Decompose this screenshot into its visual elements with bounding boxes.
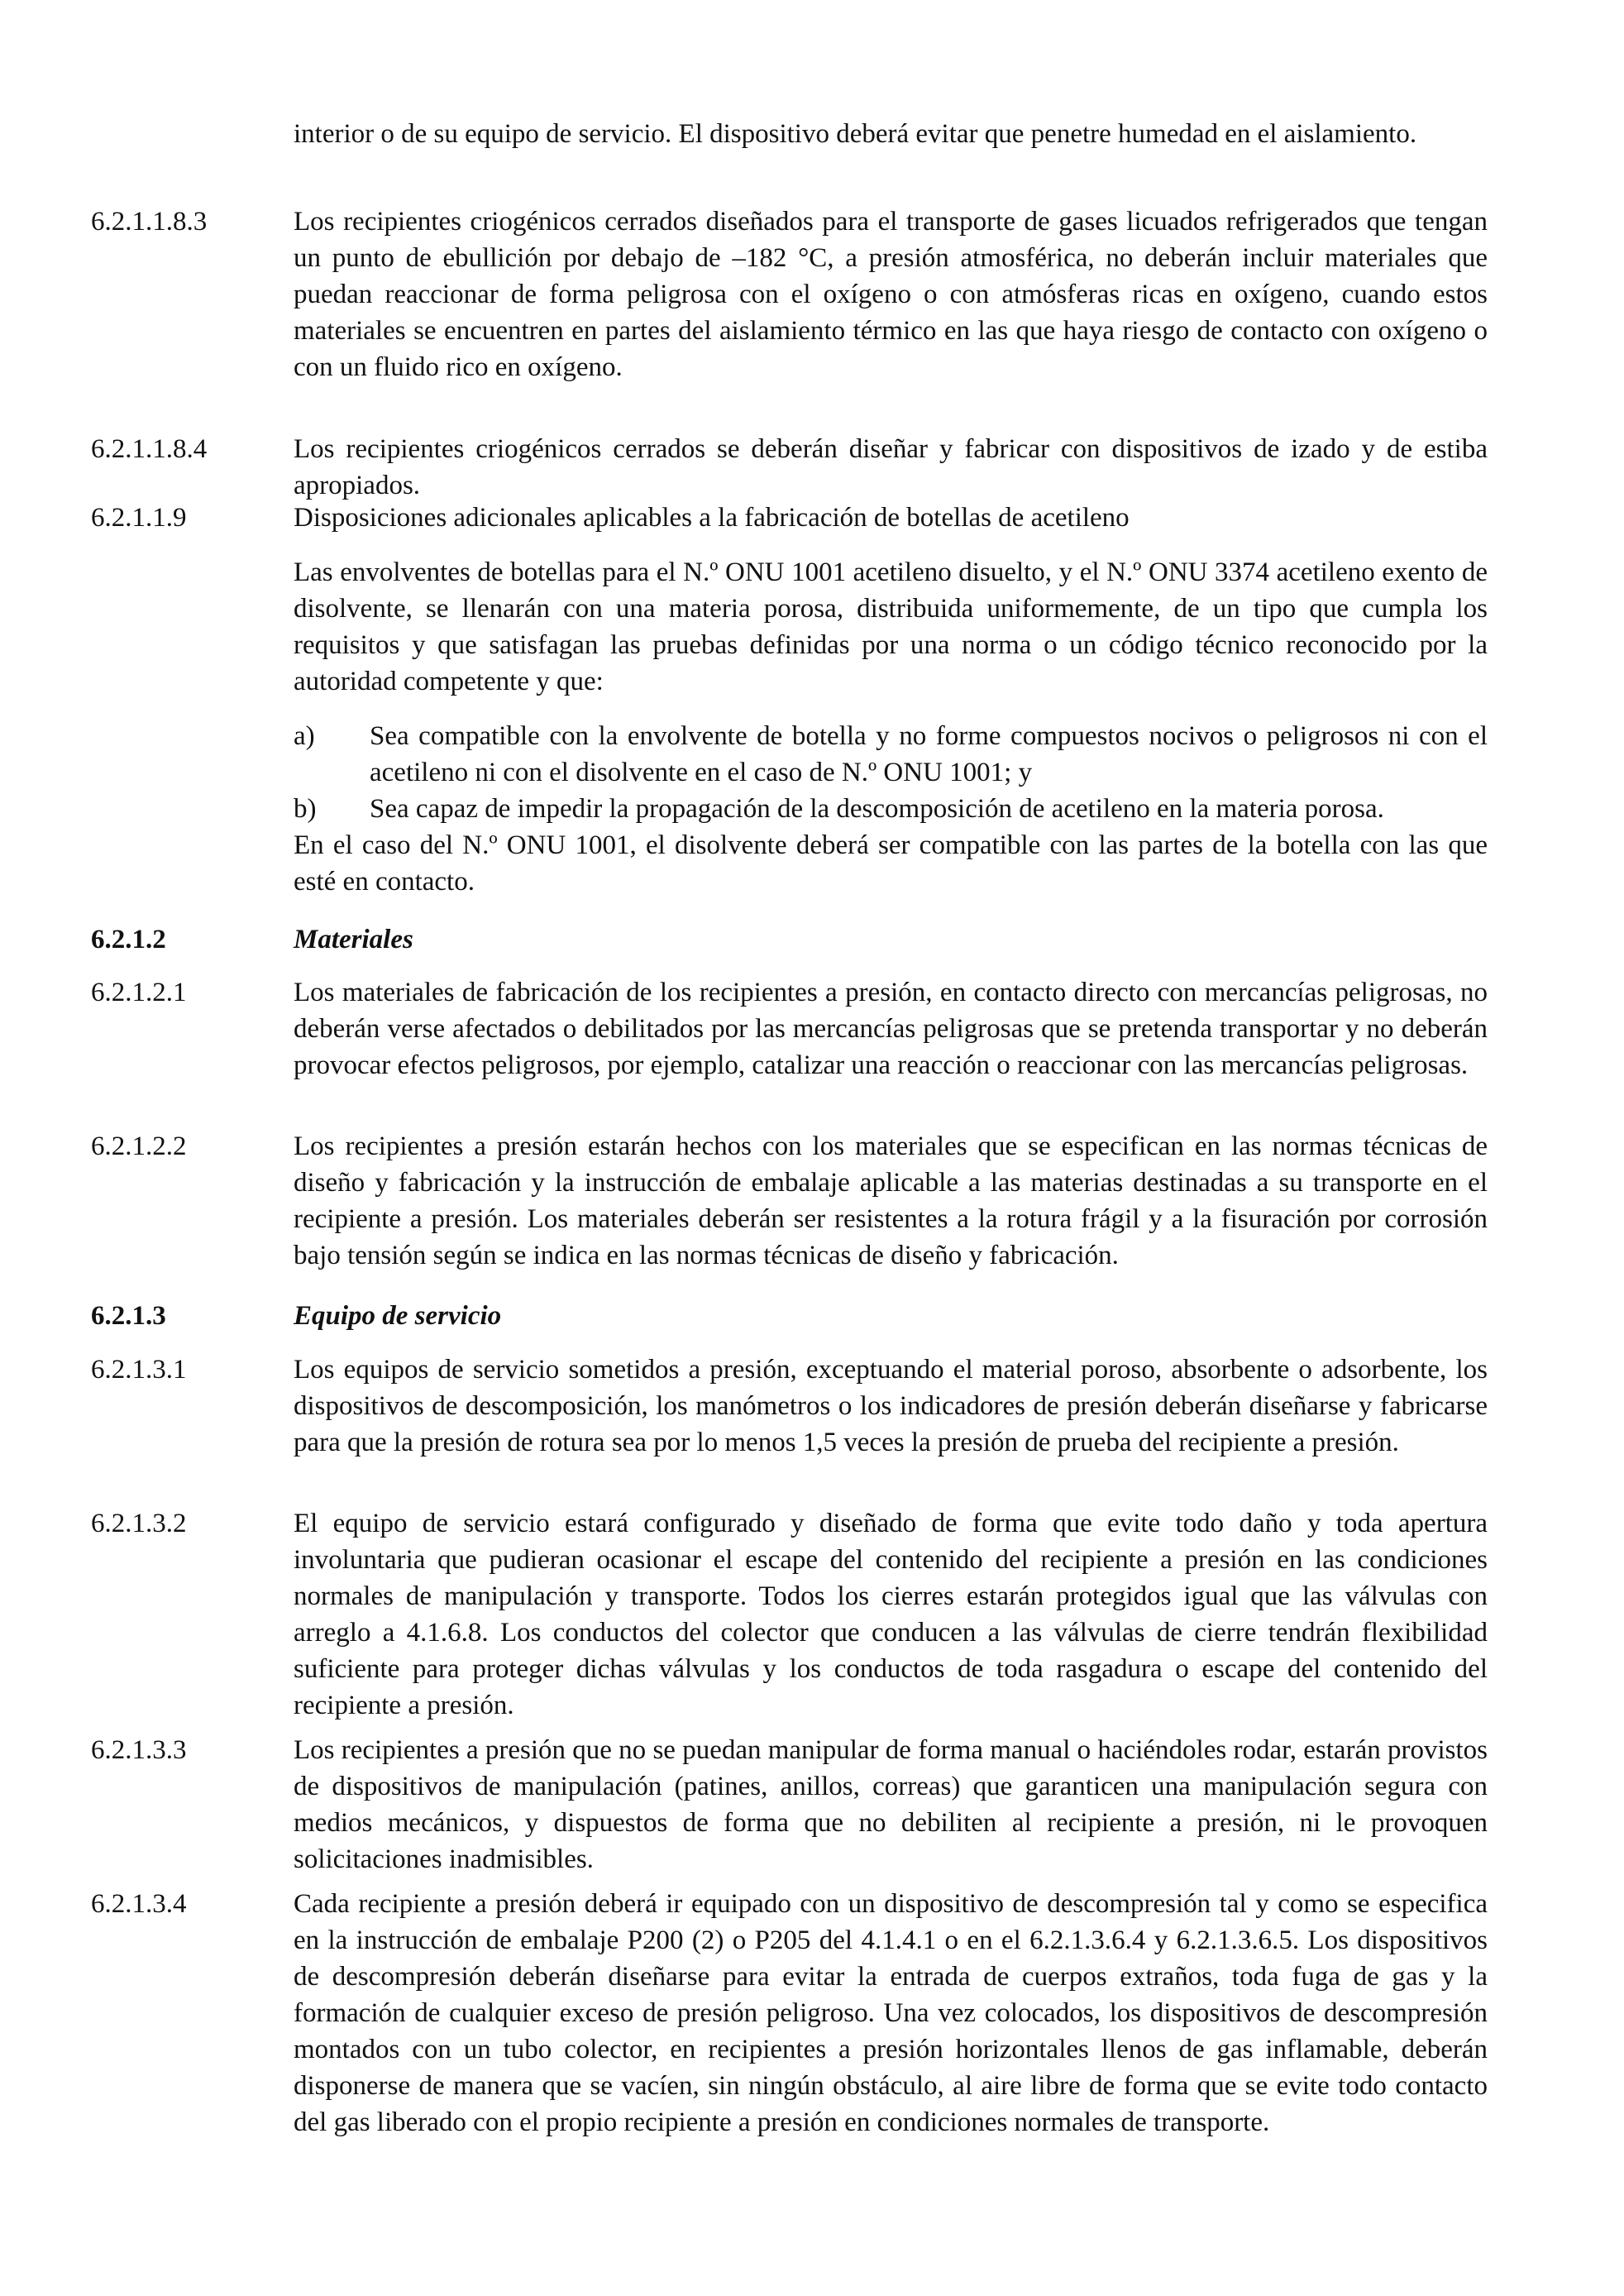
section-number: 6.2.1.3.4 — [91, 1889, 187, 1919]
section-6-2-1-1-8-3 — [91, 203, 1488, 385]
heading-number: 6.2.1.3 — [91, 1301, 166, 1331]
continuation-paragraph — [91, 116, 1488, 152]
section-text: Los recipientes criogénicos cerrados diseñados para el transporte de gases licuados refrigerados que tengan un punto de ebullición por debajo de –182 °C, a presión atmosférica, no deberán incluir materiales que puedan reaccionar de forma peligrosa con el oxígeno o con atmósferas ricas en oxígeno, cuando estos materiales se encuentren en partes del aislamiento térmico en las que haya riesgo de contacto con oxígeno o con un fluido rico en oxígeno. — [294, 207, 1488, 382]
list-item — [294, 791, 1488, 827]
list-item — [294, 718, 1488, 791]
section-text: Los recipientes a presión que no se puedan manipular de forma manual o haciéndoles rodar, estarán provistos de dispositivos de manipulación (patines, anillos, correas) que garanticen una manipulación segura con medios mecánicos, y dispuestos de forma que no debiliten al recipiente a presión, ni le provoquen solicitaciones inadmisibles. — [294, 1735, 1488, 1874]
continuation-text: interior o de su equipo de servicio. El dispositivo deberá evitar que penetre humedad en el aislamiento. — [294, 119, 1417, 149]
section-text: Los recipientes criogénicos cerrados se deberán diseñar y fabricar con dispositivos de izado y de estiba apropiados. — [294, 434, 1488, 500]
section-6-2-1-3-3 — [91, 1732, 1488, 1877]
section-6-2-1-3-2 — [91, 1505, 1488, 1724]
heading-6-2-1-3 — [91, 1298, 1488, 1334]
section-number: 6.2.1.3.2 — [91, 1509, 187, 1538]
section-title: Disposiciones adicionales aplicables a la fabricación de botellas de acetileno — [294, 503, 1130, 533]
heading-6-2-1-2 — [91, 921, 1488, 958]
requirements-list — [294, 718, 1488, 827]
section-number: 6.2.1.3.1 — [91, 1355, 187, 1385]
section-6-2-1-3-4 — [91, 1886, 1488, 2141]
section-6-2-1-1-9 — [91, 500, 1488, 900]
section-number: 6.2.1.1.8.3 — [91, 207, 208, 237]
section-closing: En el caso del N.º ONU 1001, el disolvente deberá ser compatible con las partes de la botella con las que esté en contacto. — [294, 830, 1488, 897]
section-6-2-1-2-2 — [91, 1128, 1488, 1274]
section-text: Los recipientes a presión estarán hechos con los materiales que se especifican en las normas técnicas de diseño y fabricación y la instrucción de embalaje aplicable a las materias destinadas a su transporte en el recipiente a presión. Los materiales deberán ser resistentes a la rotura frágil y a la fisuración por corrosión bajo tensión según se indica en las normas técnicas de diseño y fabricación. — [294, 1131, 1488, 1270]
section-6-2-1-1-8-4 — [91, 431, 1488, 504]
section-number: 6.2.1.2.2 — [91, 1131, 187, 1161]
section-intro: Las envolventes de botellas para el N.º ONU 1001 acetileno disuelto, y el N.º ONU 3374 acetileno exento de disolvente, se llenarán con una materia porosa, distribuida uniformemente, de un tipo que cumpla los requisitos y que satisfagan las pruebas definidas por una norma o un código técnico reconocido por la autoridad competente y que: — [294, 557, 1488, 696]
section-text: Los materiales de fabricación de los recipientes a presión, en contacto directo con mercancías peligrosas, no deberán verse afectados o debilitados por las mercancías peligrosas que se pretenda transportar y no deberán provocar efectos peligrosos, por ejemplo, catalizar una reacción o reaccionar con las mercancías peligrosas. — [294, 978, 1488, 1080]
list-item-text: Sea capaz de impedir la propagación de la descomposición de acetileno en la materia porosa. — [370, 794, 1384, 824]
section-number: 6.2.1.2.1 — [91, 978, 187, 1007]
heading-title: Equipo de servicio — [294, 1301, 502, 1331]
section-text: Cada recipiente a presión deberá ir equipado con un dispositivo de descompresión tal y como se especifica en la instrucción de embalaje P200 (2) o P205 del 4.1.4.1 o en el 6.2.1.3.6.4 y 6.2.1.3.6.5. Los dispositivos de descompresión deberán diseñarse para evitar la entrada de cuerpos extraños, toda fuga de gas y la formación de cualquier exceso de presión peligroso. Una vez colocados, los dispositivos de descompresión montados con un tubo colector, en recipientes a presión horizontales llenos de gas inflamable, deberán disponerse de manera que se vacíen, sin ningún obstáculo, al aire libre de forma que se evite todo contacto del gas liberado con el propio recipiente a presión en condiciones normales de transporte. — [294, 1889, 1488, 2137]
list-item-label: b) — [294, 794, 317, 824]
section-6-2-1-3-1 — [91, 1351, 1488, 1461]
section-text: El equipo de servicio estará configurado y diseñado de forma que evite todo daño y toda apertura involuntaria que pudieran ocasionar el escape del contenido del recipiente a presión en las condiciones normales de manipulación y transporte. Todos los cierres estarán protegidos igual que las válvulas con arreglo a 4.1.6.8. Los conductos del colector que conducen a las válvulas de cierre tendrán flexibilidad suficiente para proteger dichas válvulas y los conductos de toda rasgadura o escape del contenido del recipiente a presión. — [294, 1509, 1488, 1720]
section-number: 6.2.1.1.8.4 — [91, 434, 208, 464]
list-item-label: a) — [294, 721, 315, 751]
heading-number: 6.2.1.2 — [91, 925, 166, 954]
section-6-2-1-2-1 — [91, 974, 1488, 1083]
section-number: 6.2.1.3.3 — [91, 1735, 187, 1765]
list-item-text: Sea compatible con la envolvente de botella y no forme compuestos nocivos o peligrosos ni con el acetileno ni con el disolvente en el caso de N.º ONU 1001; y — [370, 721, 1488, 787]
section-number: 6.2.1.1.9 — [91, 503, 187, 533]
section-text: Los equipos de servicio sometidos a presión, exceptuando el material poroso, absorbente o adsorbente, los dispositivos de descomposición, los manómetros o los indicadores de presión deberán diseñarse y fabricarse para que la presión de rotura sea por lo menos 1,5 veces la presión de prueba del recipiente a presión. — [294, 1355, 1488, 1457]
heading-title: Materiales — [294, 925, 413, 954]
